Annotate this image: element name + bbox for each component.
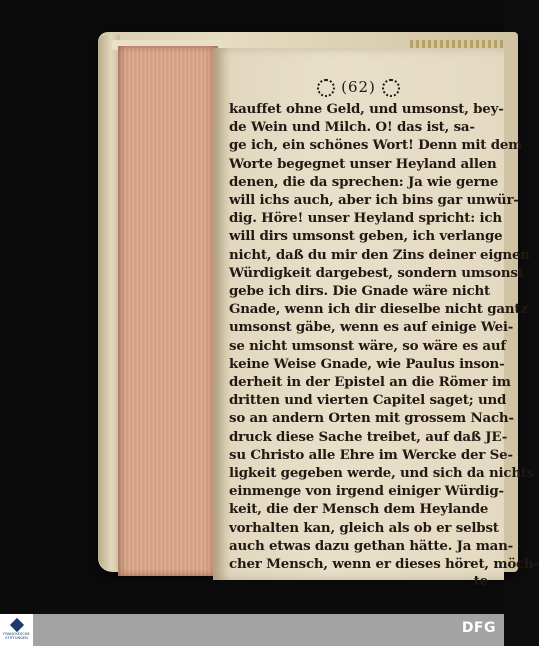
text-line: Worte begegnet unser Heyland allen (229, 155, 497, 172)
catchword: te (473, 574, 488, 589)
text-line: kauffet ohne Geld, und umsonst, bey- (229, 101, 504, 117)
text-line: auch etwas dazu gethan hätte. Ja man- (229, 537, 514, 554)
page-stack-edge (118, 46, 218, 576)
text-line: nicht, daß du mir den Zins deiner eignen (229, 246, 530, 263)
page-text (229, 100, 539, 573)
text-line: dritten und vierten Capitel saget; und (229, 392, 507, 409)
text-line: gebe ich dirs. Die Gnade wäre nicht (229, 283, 491, 300)
text-line: keit, die der Mensch dem Heylande (229, 501, 489, 518)
text-line: ge ich, ein schönes Wort! Denn mit dem (229, 137, 523, 154)
text-line: Würdigkeit dargebest, sondern umsonst (229, 264, 524, 281)
dfg-logo[interactable]: DFG (461, 620, 496, 636)
ornament-left-icon (317, 79, 335, 97)
book-cover-edge (98, 34, 120, 570)
text-line: de Wein und Milch. O! das ist, sa- (229, 119, 475, 136)
text-line: so an andern Orten mit grossem Nach- (229, 410, 514, 427)
viewer-footer (0, 614, 504, 646)
ornament-right-icon (382, 79, 400, 97)
text-line: derheit in der Epistel an die Römer im (229, 374, 511, 391)
text-line: Gnade, wenn ich dir dieselbe nicht gantz (229, 301, 528, 318)
text-line: druck diese Sache treibet, auf daß JE- (229, 428, 508, 445)
page-number: (62) (341, 78, 376, 96)
text-line: will ichs auch, aber ich bins gar unwür- (229, 192, 519, 209)
library-logo-icon (9, 618, 23, 632)
text-line: denen, die da sprechen: Ja wie gerne (229, 173, 499, 190)
page-header (213, 78, 504, 97)
text-line: will dirs umsonst geben, ich verlange (229, 228, 503, 245)
text-line: se nicht umsonst wäre, so wäre es auf (229, 337, 506, 354)
text-line: su Christo alle Ehre im Wercke der Se- (229, 446, 513, 463)
text-line: keine Weise Gnade, wie Paulus inson- (229, 355, 505, 372)
text-line: umsonst gäbe, wenn es auf einige Wei- (229, 319, 514, 336)
text-line: ligkeit gegeben werde, und sich da nichts (229, 465, 535, 482)
text-line: einmenge von irgend einiger Würdig- (229, 483, 504, 500)
text-line: vorhalten kan, gleich als ob er selbst (229, 519, 499, 536)
library-logo-text: FRANCKESCHE STIFTUNGEN (3, 632, 30, 640)
book-page (213, 48, 539, 589)
text-line: cher Mensch, wenn er dieses höret, möch- (229, 556, 539, 573)
text-line: dig. Höre! unser Heyland spricht: ich (229, 210, 502, 227)
library-logo[interactable] (0, 614, 33, 646)
